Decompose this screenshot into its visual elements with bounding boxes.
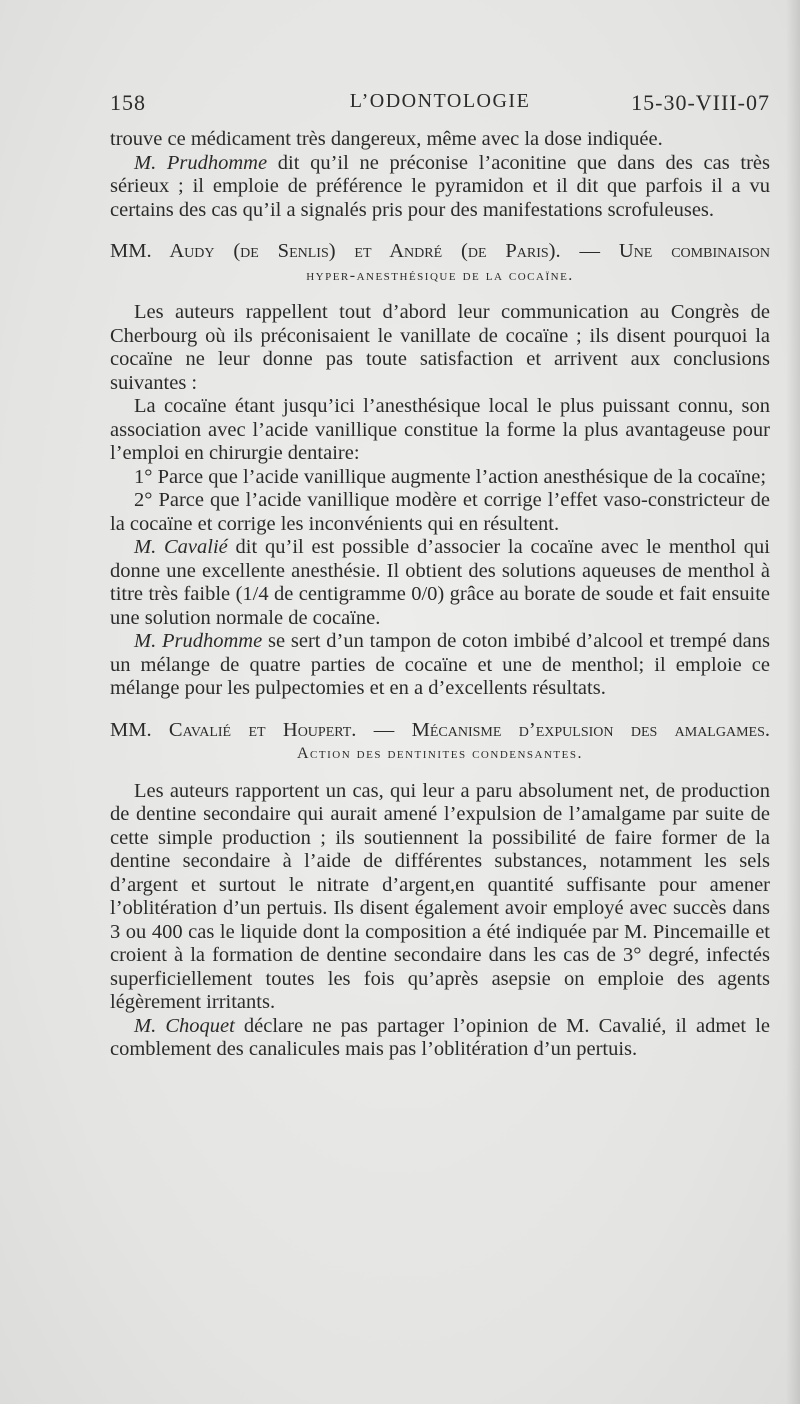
- speaker-name: M. Choquet: [134, 1014, 235, 1037]
- paragraph-2: [110, 152, 770, 223]
- paragraph-7: [110, 536, 770, 630]
- paragraph-4: La cocaïne étant jusqu’ici l’anesthésique local le plus puissant connu, son association avec l’acide vanillique constitue la forme la plus avantageuse pour l’emploi en chirurgie dentaire:: [110, 395, 770, 464]
- running-header: [110, 90, 770, 120]
- page-edge-shadow: [786, 0, 800, 1404]
- paragraph-2-text: dit qu’il ne préconise l’aconitine que dans des cas très sérieux ; il emploie de préférence le pyramidon et il dit que parfois il a vu certains des cas qu’il a signalés pris pour des manifestations scrofuleuses.: [110, 151, 770, 221]
- paragraph-5: 1° Parce que l’acide vanillique augmente l’action anesthésique de la cocaïne;: [134, 465, 767, 488]
- paragraph-8: [110, 630, 770, 701]
- speaker-name: M. Prudhomme: [134, 151, 268, 174]
- section-2-authors: MM. Cavalié et Houpert. —: [110, 718, 395, 741]
- paragraph-9: Les auteurs rapportent un cas, qui leur a paru absolument net, de production de dentine secondaire qui aurait amené l’expulsion de l’amalgame par suite de cette simple production ; ils soutiennent la possibilité de faire former de la dentine secondaire à l’aide de différentes substances, notamment les sels d’argent et surtout le nitrate d’argent,en quantité suffisante pour amener l’oblitération d’un pertuis. Ils disent également avoir employé avec succès dans 3 ou 400 cas le liquide dont la composition a été indiquée par M. Pincemaille et croient à la formation de dentine secondaire dans les cas de 3° degré, infectés superficiellement toutes les fois qu’après asepsie on emploie des agents légèrement irritants.: [110, 779, 770, 1013]
- section-2-title-a: Mécanisme d’expulsion des amalgames.: [411, 718, 770, 741]
- issue-date: 15-30-VIII-07: [631, 90, 770, 115]
- section-2-title-b: Action des dentinites condensantes.: [297, 745, 583, 762]
- paragraph-8-text: se sert d’un tampon de coton imbibé d’alcool et trempé dans un mélange de quatre parties de cocaïne et une de menthol; il emploie ce mélange pour les pulpectomies et en a d’excellents résultats.: [110, 630, 770, 699]
- speaker-name: M. Prudhomme: [134, 630, 263, 652]
- section-1-title-b: hyper-anesthésique de la cocaïne.: [306, 266, 574, 284]
- page-number: 158: [110, 90, 146, 115]
- speaker-name: M. Cavalié: [134, 536, 228, 558]
- body-text: [110, 128, 770, 1062]
- paragraph-10: [110, 1015, 770, 1062]
- section-1-title-a: Une combinaison: [618, 240, 771, 262]
- journal-title: L’ODONTOLOGIE: [349, 90, 531, 112]
- section-heading-2-line1: [110, 719, 770, 743]
- paragraph-1: trouve ce médicament très dangereux, même avec la dose indiquée.: [110, 128, 663, 150]
- section-heading-1: [110, 240, 770, 287]
- paragraph-7-text: dit qu’il est possible d’associer la cocaïne avec le menthol qui donne une excellente anesthésie. Il obtient des solutions aqueuses de menthol à titre très faible (1/4 de centigramme 0/0) grâce au borate de soude et fait ensuite une solution normale de cocaïne.: [110, 536, 770, 629]
- section-heading-1-line1: [110, 240, 770, 264]
- paragraph-3: Les auteurs rappellent tout d’abord leur communication au Congrès de Cherbourg où ils préconisaient le vanillate de cocaïne ; ils disent pourquoi la cocaïne ne leur donne pas toute satisfaction et arrivent aux conclusions suivantes :: [110, 301, 770, 394]
- section-heading-2: [110, 719, 770, 766]
- section-1-authors: MM. Audy (de Senlis) et André (de Paris). —: [110, 240, 601, 262]
- paragraph-6: 2° Parce que l’acide vanillique modère et corrige l’effet vaso-constricteur de la cocaïne et corrige les inconvénients qui en résultent.: [110, 489, 770, 535]
- paragraph-10-text: déclare ne pas partager l’opinion de M. Cavalié, il admet le comblement des canalicules mais pas l’oblitération d’un pertuis.: [110, 1014, 770, 1060]
